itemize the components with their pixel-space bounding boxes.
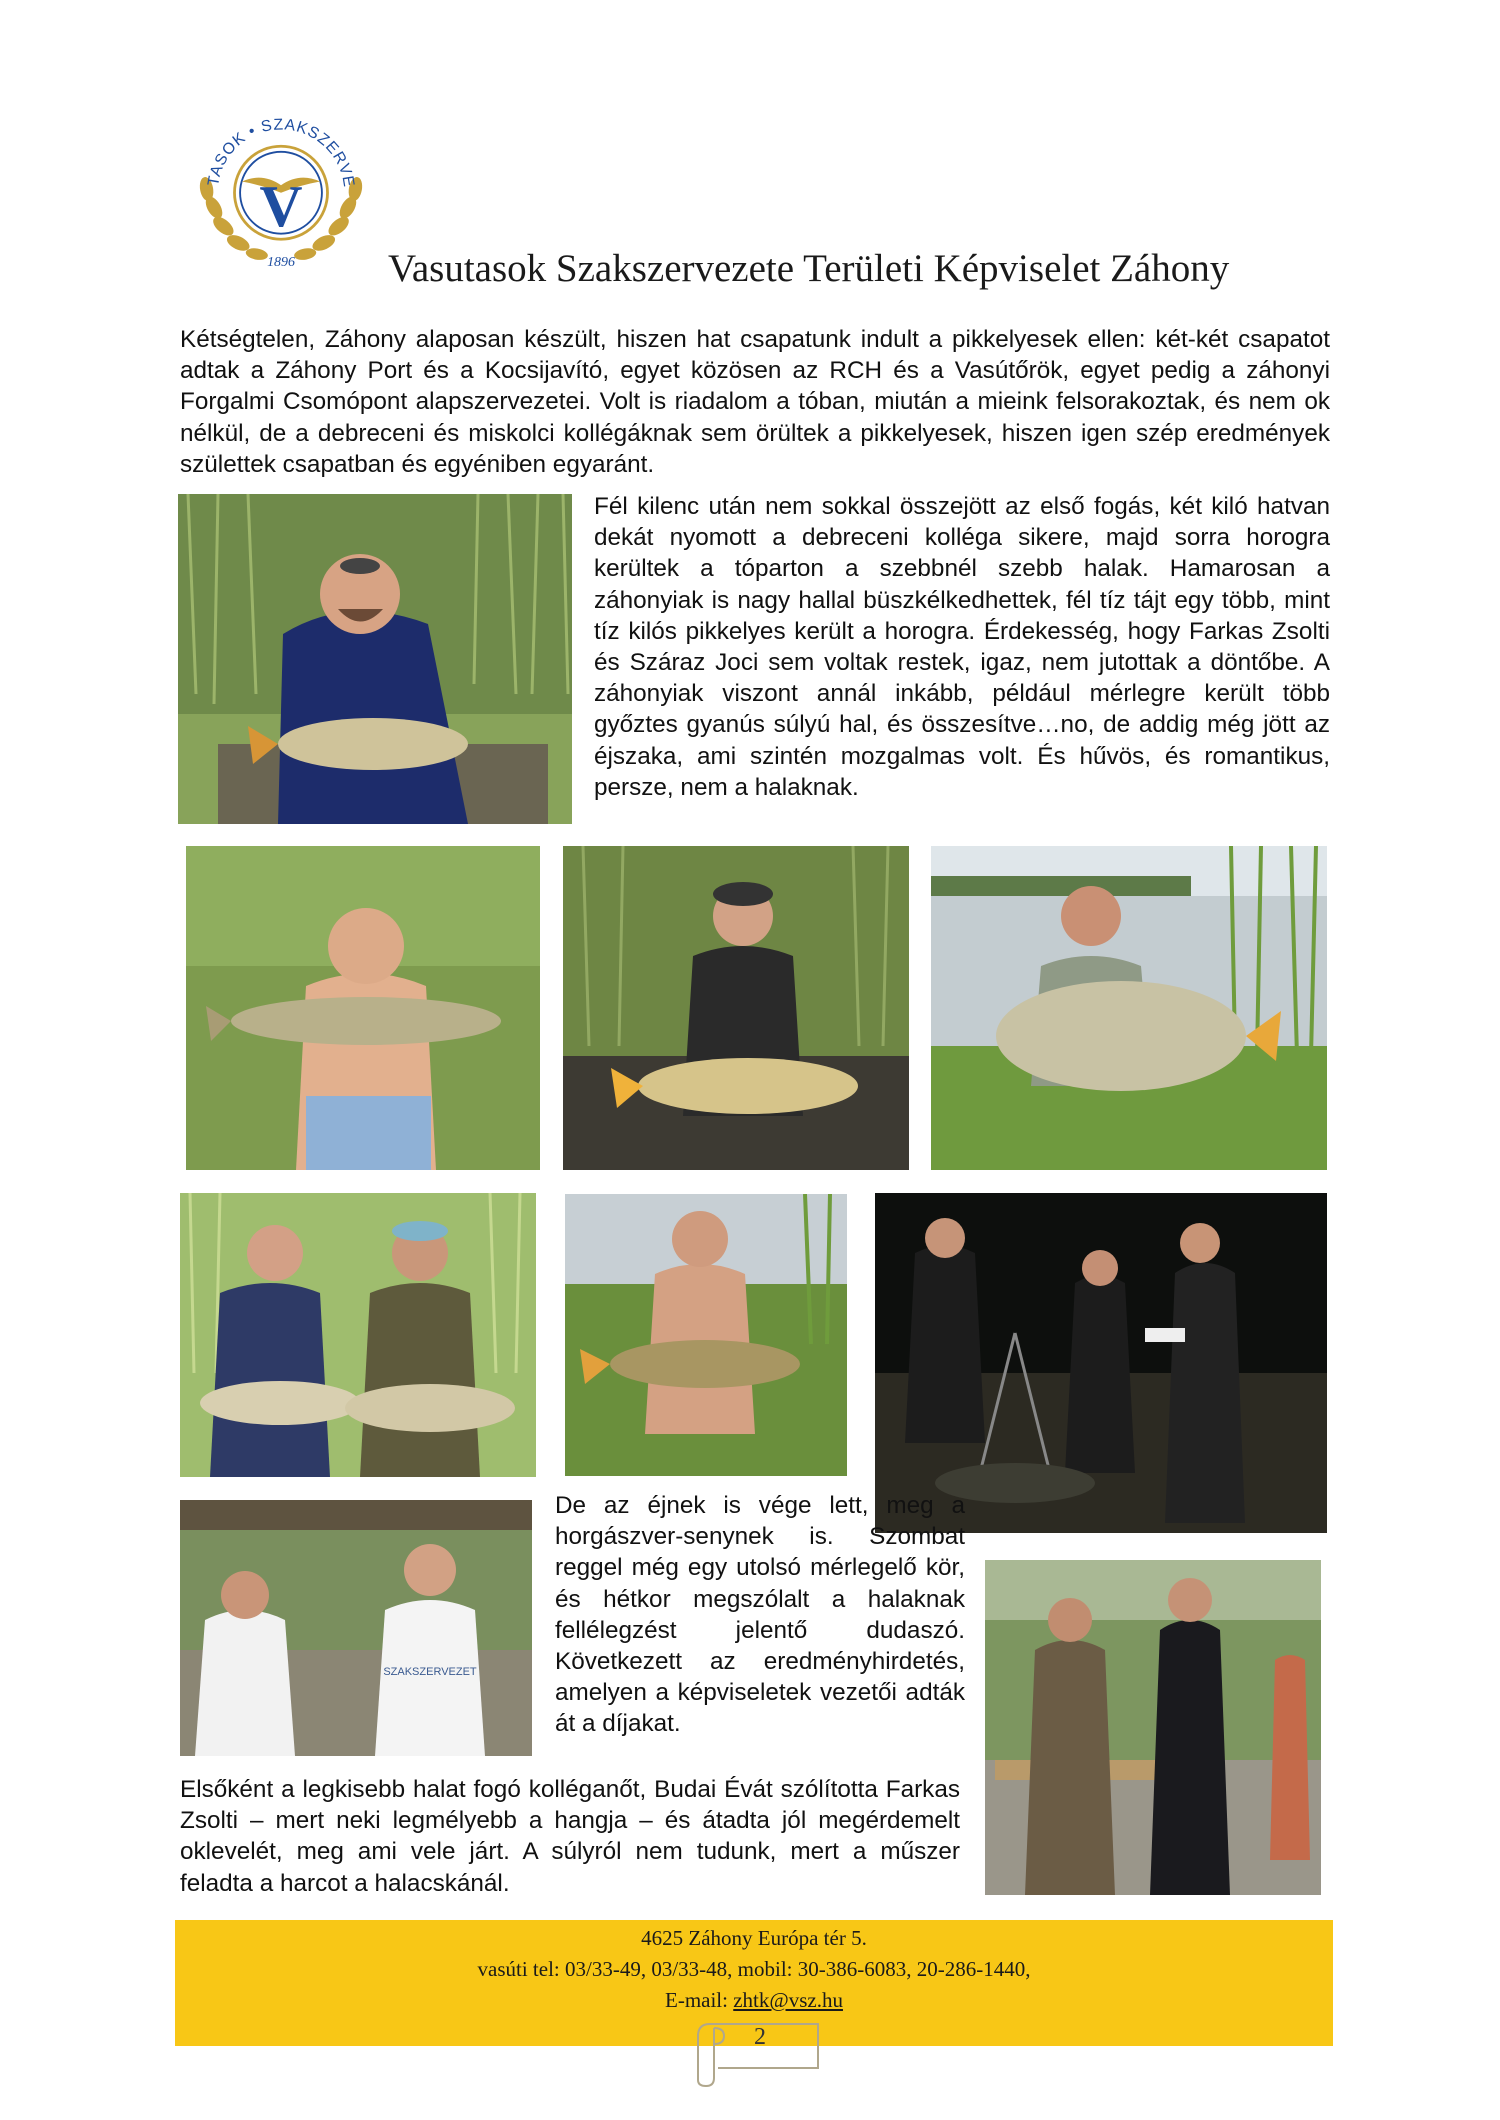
photo-two-anglers xyxy=(180,1193,536,1477)
footer-email-line xyxy=(175,1985,1333,2016)
footer-email-label: E-mail: xyxy=(665,1988,734,2012)
fishing-paragraph: Fél kilenc után nem sokkal összejött az első fogás, két kiló hatvan dekát nyomott a debreceni kolléga sikere, majd sorra horogra kerültek a tóparton a szebbnél szebb halak. Hamarosan a záhonyiak is nagy hallal büszkélkedhettek, fél tíz tájt egy több, mint tíz kilós pikkelyes került a horogra. Érdekesség, hogy Farkas Zsolti és Száraz Joci sem voltak restek, igaz, nem jutottak a döntőbe. A záhonyiak viszont annál inkább, például mérlegre került több győztes gyanús súlyú hal, és összesítve…no, de addig még jött az éjszaka, ami szintén mozgalmas volt. És hűvös, és romantikus, persze, nem a halaknak. xyxy=(594,493,1330,801)
photo-prize-table xyxy=(180,1500,532,1756)
photo-angler-mirror-carp xyxy=(563,846,909,1170)
shirt-text: SZAKSZERVEZET xyxy=(383,1666,477,1678)
footer-email-link[interactable]: zhtk@vsz.hu xyxy=(733,1988,843,2012)
awards-paragraph: Elsőként a legkisebb halat fogó kolléganőt, Budai Évát szólította Farkas Zsolti – mert neki legmélyebb a hangja – és átadta jól megérdemelt oklevelét, meg ami vele járt. A súlyról nem tudunk, mert a műszer feladta a harcot a halacskánál. xyxy=(180,1776,960,1897)
footer-address: 4625 Záhony Európa tér 5. xyxy=(641,1926,867,1950)
photo-angler-by-lake xyxy=(931,846,1327,1170)
footer-phones: vasúti tel: 03/33-49, 03/33-48, mobil: 30-386-6083, 20-286-1440, xyxy=(477,1957,1031,1981)
union-logo xyxy=(188,96,374,282)
photo-shirtless-angler xyxy=(186,846,540,1170)
logo-arc-text: TASOK • SZAKSZERVE xyxy=(205,116,358,189)
photo-squatting-angler xyxy=(565,1194,847,1476)
page-title: Vasutasok Szakszervezete Területi Képviselet Záhony xyxy=(388,247,1230,290)
photo-night-weighing xyxy=(875,1193,1327,1533)
page-number: 2 xyxy=(754,2024,766,2050)
photo-angler-with-carp xyxy=(178,494,572,824)
logo-letter: V xyxy=(259,173,303,240)
logo-year: 1896 xyxy=(267,255,295,271)
intro-paragraph: Kétségtelen, Záhony alaposan készült, hiszen hat csapatunk indult a pikkelyesek ellen: két-két csapatot adtak a Záhony Port és a Kocsijavító, egyet közösen az RCH és a Vasútőrök, egyet pedig a záhonyi Forgalmi Csomópont alapszervezetei. Volt is riadalom a tóban, miután a mieink felsorakoztak, és nem ok nélkül, de a debreceni és miskolci kollégáknak sem örültek a pikkelyesek, hiszen igen szép eredmények születtek csapatban és egyéniben egyaránt. xyxy=(180,326,1330,478)
photo-award-handover xyxy=(985,1560,1321,1895)
morning-paragraph: De az éjnek is vége lett, meg a horgászver-senynek is. Szombat reggel még egy utolsó mérlegelő kör, és hétkor megszólalt a halaknak fellélegzést jelentő dudaszó. Következett az eredményhirdetés, amelyen a képviseletek vezetői adták át a díjakat. xyxy=(555,1492,965,1738)
